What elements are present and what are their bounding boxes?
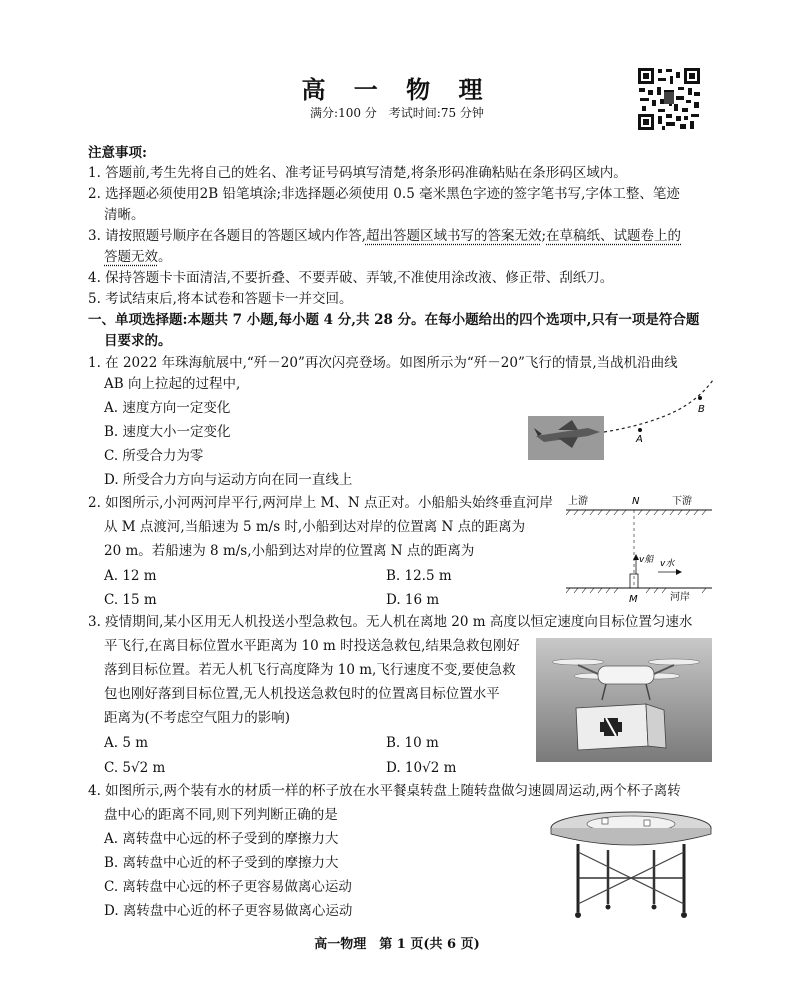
q2-option-c: C. 15 m xyxy=(104,592,157,608)
vboat-label: v船 xyxy=(639,555,654,565)
q3-stem-cont: 平飞行,在离目标位置水平距离为 10 m 时投送急救包,结果急救包刚好 xyxy=(104,638,520,654)
q3-drone-figure xyxy=(536,638,712,762)
exam-info: 满分:100 分 考试时间:75 分钟 xyxy=(310,106,484,120)
note-3-cont: 答题无效。 xyxy=(104,249,172,265)
q2-option-b: B. 12.5 m xyxy=(386,568,452,584)
q3-option-a: A. 5 m xyxy=(104,735,149,751)
q3-option-d: D. 10√2 m xyxy=(386,760,457,776)
downstream-label: 下游 xyxy=(672,496,692,507)
q1-option-b: B. 速度大小一定变化 xyxy=(104,424,231,440)
q1-option-d: D. 所受合力方向与运动方向在同一直线上 xyxy=(104,472,353,488)
page-title: 高 一 物 理 xyxy=(301,75,493,104)
q3-stem-cont4: 距离为(不考虑空气阻力的影响) xyxy=(104,710,291,726)
q1-option-a: A. 速度方向一定变化 xyxy=(104,400,231,416)
q1-stem-cont: AB 向上拉起的过程中, xyxy=(104,376,241,392)
note-2: 2. 选择题必须使用2B 铅笔填涂;非选择题必须使用 0.5 毫米黑色字迹的签字笔书写,字体工整、笔迹 xyxy=(88,186,680,202)
note-4: 4. 保持答题卡卡面清洁,不要折叠、不要弄破、弄皱,不准使用涂改液、修正带、刮纸刀。 xyxy=(88,270,614,286)
note-1: 1. 答题前,考生先将自己的姓名、准考证号码填写清楚,将条形码准确粘贴在条形码区域内。 xyxy=(88,165,627,181)
vwater-label: v水 xyxy=(660,559,675,569)
q3-stem-cont2: 落到目标位置。若无人机飞行高度降为 10 m,飞行速度不变,要使急救 xyxy=(104,662,516,678)
m-label: M xyxy=(629,594,638,604)
q2-river-figure xyxy=(566,492,714,604)
q4-option-b: B. 离转盘中心近的杯子受到的摩擦力大 xyxy=(104,855,339,871)
note-5: 5. 考试结束后,将本试卷和答题卡一并交回。 xyxy=(88,291,353,307)
page-footer: 高一物理 第 1 页(共 6 页) xyxy=(314,937,480,952)
upstream-label: 上游 xyxy=(568,496,588,507)
q3-option-c: C. 5√2 m xyxy=(104,760,166,776)
q2-stem-cont: 从 M 点渡河,当船速为 5 m/s 时,小船到达对岸的位置离 N 点的距离为 xyxy=(104,519,526,535)
first-aid-box-icon xyxy=(576,704,666,750)
section-heading-cont: 目要求的。 xyxy=(104,333,172,349)
q3-stem: 3. 疫情期间,某小区用无人机投送小型急救包。无人机在离地 20 m 高度以恒定速度向目标位置匀速水 xyxy=(88,614,693,630)
q4-stem-cont: 盘中心的距离不同,则下列判断正确的是 xyxy=(104,807,338,823)
qr-code xyxy=(636,66,702,132)
q4-option-d: D. 离转盘中心近的杯子更容易做离心运动 xyxy=(104,903,353,919)
q2-option-a: A. 12 m xyxy=(104,568,157,584)
q4-option-c: C. 离转盘中心远的杯子更容易做离心运动 xyxy=(104,879,352,895)
section-heading: 一、单项选择题:本题共 7 小题,每小题 4 分,共 28 分。在每小题给出的四个选项中,只有一项是符合题 xyxy=(88,312,700,328)
q4-table-figure xyxy=(548,808,714,922)
bank-label: 河岸 xyxy=(670,592,690,603)
n-label: N xyxy=(632,496,640,507)
q4-stem: 4. 如图所示,两个装有水的材质一样的杯子放在水平餐桌转盘上随转盘做匀速圆周运动,两个杯子离转 xyxy=(88,783,681,799)
notes-heading: 注意事项: xyxy=(88,145,147,161)
q1-option-c: C. 所受合力为零 xyxy=(104,448,204,464)
point-a-label: A xyxy=(636,434,643,445)
q2-option-d: D. 16 m xyxy=(386,592,440,608)
q3-stem-cont3: 包也刚好落到目标位置,无人机投送急救包时的位置离目标位置水平 xyxy=(104,686,500,702)
q2-stem-cont2: 20 m。若船速为 8 m/s,小船到达对岸的位置离 N 点的距离为 xyxy=(104,543,475,559)
note-3: 3. 请按照题号顺序在各题目的答题区域内作答,超出答题区域书写的答案无效;在草稿纸、试题卷上的 xyxy=(88,228,682,244)
point-b-label: B xyxy=(698,404,705,415)
note-2-cont: 清晰。 xyxy=(104,207,145,223)
q4-option-a: A. 离转盘中心远的杯子受到的摩擦力大 xyxy=(104,831,339,847)
turntable-table-icon xyxy=(551,812,711,918)
q2-stem: 2. 如图所示,小河两河岸平行,两河岸上 M、N 点正对。小船船头始终垂直河岸 xyxy=(88,495,553,511)
q1-jet-figure xyxy=(528,370,720,465)
q1-stem: 1. 在 2022 年珠海航展中,“歼－20”再次闪亮登场。如图所示为“歼－20”飞行的情景,当战机沿曲线 xyxy=(88,355,678,371)
q3-option-b: B. 10 m xyxy=(386,735,439,751)
